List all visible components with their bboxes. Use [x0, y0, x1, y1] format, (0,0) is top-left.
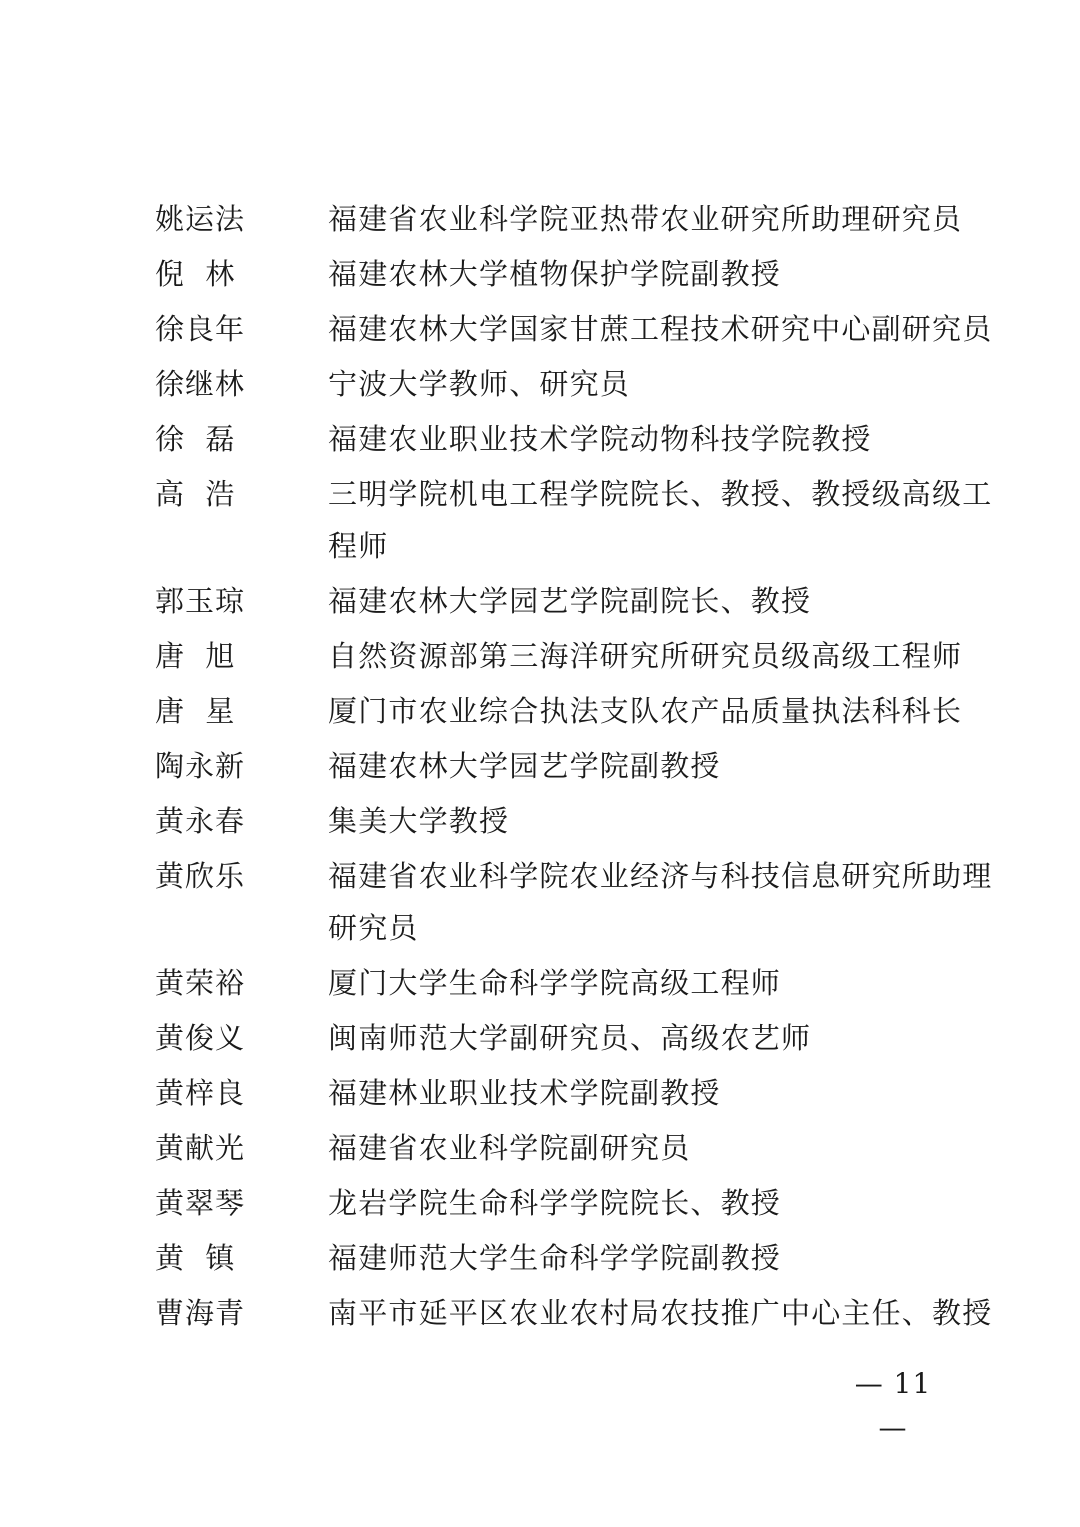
page-number: — 11 —: [854, 1367, 932, 1444]
roster-row: [155, 795, 1015, 847]
roster-row: [155, 1177, 1015, 1229]
roster-row: [155, 1122, 1015, 1174]
roster-row: [155, 358, 1015, 410]
roster-row: [155, 630, 1015, 682]
roster-row: [155, 685, 1015, 737]
roster-row: [155, 740, 1015, 792]
person-title: 福建师范大学生命科学学院副教授: [328, 1241, 782, 1275]
person-title: 厦门大学生命科学学院高级工程师: [328, 966, 782, 1000]
person-title: 三明学院机电工程学院院长、教授、教授级高级工程师: [328, 477, 993, 563]
person-name: 唐 星: [155, 694, 236, 728]
roster-row: [155, 1012, 1015, 1064]
roster-row: [155, 575, 1015, 627]
roster-row: [155, 850, 1015, 954]
person-title: 福建省农业科学院农业经济与科技信息研究所助理研究员: [328, 859, 993, 945]
person-name: 徐良年: [155, 312, 246, 346]
roster-row: [155, 1287, 1015, 1339]
person-title: 福建农林大学国家甘蔗工程技术研究中心副研究员: [328, 312, 993, 346]
person-name: 唐 旭: [155, 639, 236, 673]
person-name: 黄翠琴: [155, 1186, 246, 1220]
person-title: 闽南师范大学副研究员、高级农艺师: [328, 1021, 812, 1055]
person-name: 黄梓良: [155, 1076, 246, 1110]
person-title: 福建省农业科学院副研究员: [328, 1131, 691, 1165]
person-name: 徐继林: [155, 367, 246, 401]
person-title: 南平市延平区农业农村局农技推广中心主任、教授: [328, 1296, 993, 1330]
person-title: 福建农林大学植物保护学院副教授: [328, 257, 782, 291]
person-name: 黄永春: [155, 804, 246, 838]
person-name: 曹海青: [155, 1296, 246, 1330]
person-title: 龙岩学院生命科学学院院长、教授: [328, 1186, 782, 1220]
person-name: 黄荣裕: [155, 966, 246, 1000]
person-title: 自然资源部第三海洋研究所研究员级高级工程师: [328, 639, 963, 673]
roster-list: [155, 193, 1015, 1342]
person-title: 宁波大学教师、研究员: [328, 367, 631, 401]
roster-row: [155, 193, 1015, 245]
person-title: 福建农林大学园艺学院副教授: [328, 749, 721, 783]
person-name: 姚运法: [155, 202, 246, 236]
person-title: 福建农业职业技术学院动物科技学院教授: [328, 422, 872, 456]
person-title: 福建林业职业技术学院副教授: [328, 1076, 721, 1110]
person-title: 福建省农业科学院亚热带农业研究所助理研究员: [328, 202, 963, 236]
roster-row: [155, 1232, 1015, 1284]
person-name: 陶永新: [155, 749, 246, 783]
person-name: 黄欣乐: [155, 859, 246, 893]
person-title: 福建农林大学园艺学院副院长、教授: [328, 584, 812, 618]
person-name: 黄俊义: [155, 1021, 246, 1055]
person-name: 黄 镇: [155, 1241, 236, 1275]
roster-row: [155, 248, 1015, 300]
roster-row: [155, 957, 1015, 1009]
roster-row: [155, 303, 1015, 355]
person-name: 徐 磊: [155, 422, 236, 456]
roster-row: [155, 468, 1015, 572]
roster-row: [155, 413, 1015, 465]
person-name: 郭玉琼: [155, 584, 246, 618]
person-name: 黄献光: [155, 1131, 246, 1165]
person-name: 倪 林: [155, 257, 236, 291]
person-name: 高 浩: [155, 477, 236, 511]
person-title: 集美大学教授: [328, 804, 510, 838]
roster-row: [155, 1067, 1015, 1119]
person-title: 厦门市农业综合执法支队农产品质量执法科科长: [328, 694, 963, 728]
